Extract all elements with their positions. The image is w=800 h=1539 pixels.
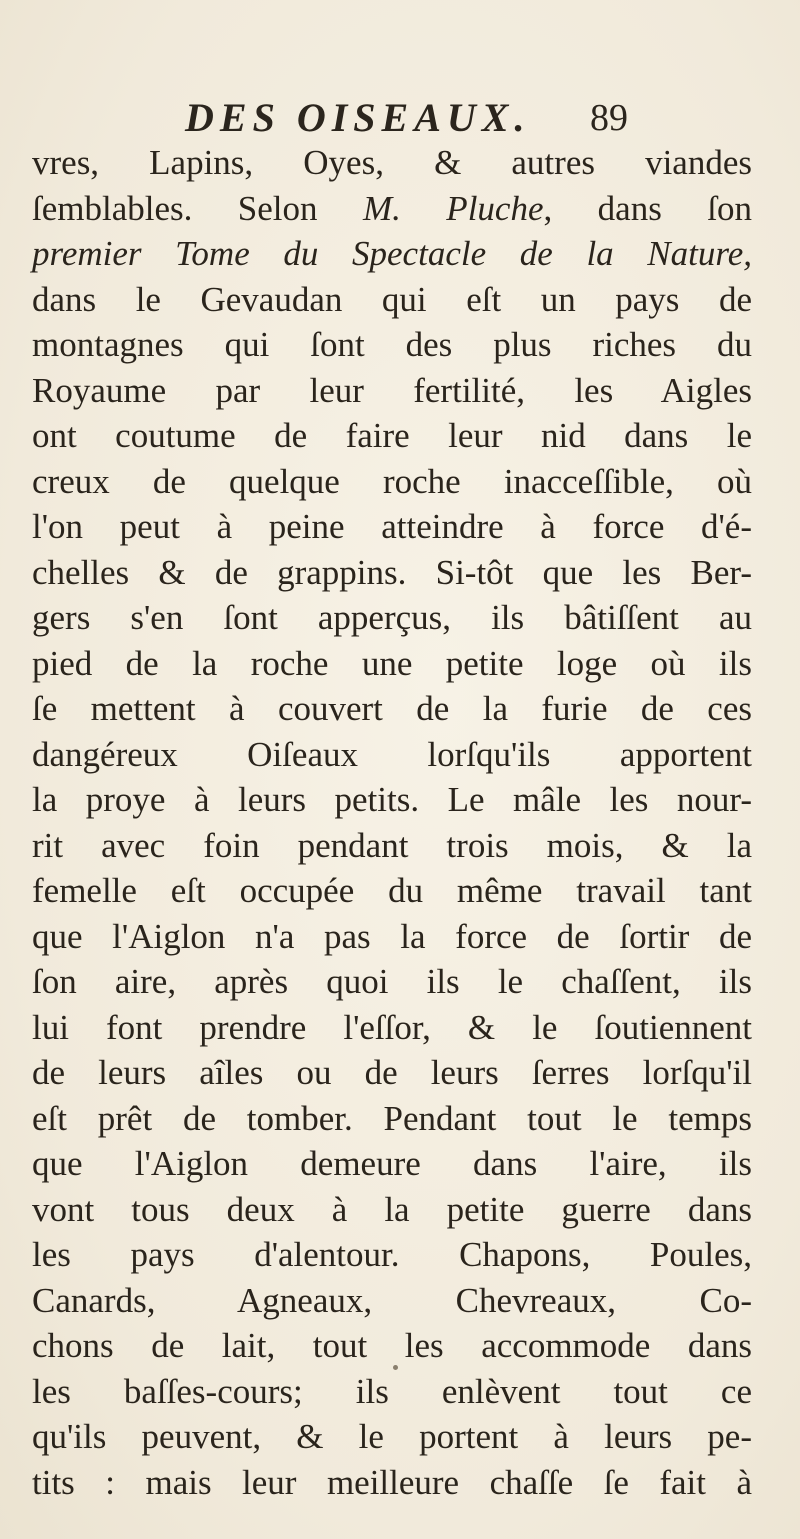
- text-line-28: les baſſes-cours; ils enlèvent tout ce: [32, 1371, 752, 1411]
- text-line-20: lui font prendre l'eſſor, & le ſoutiennent: [32, 1007, 752, 1047]
- text-line-11: gers s'en ſont apperçus, ils bâtiſſent au: [32, 598, 752, 637]
- text-line-10: chelles & de grappins. Si-tôt que les Ber-: [32, 552, 752, 592]
- text-line-25: les pays d'alentour. Chapons, Poules,: [32, 1235, 752, 1274]
- text-line-1: vres, Lapins, Oyes, & autres viandes: [32, 143, 752, 182]
- text-line-24: vont tous deux à la petite guerre dans: [32, 1189, 752, 1229]
- text-line-3: [32, 231, 752, 277]
- text-line-8: creux de quelque roche inacceſſible, où: [32, 461, 752, 501]
- text-line-27: chons de lait, tout les accommode dans: [32, 1326, 752, 1365]
- text-line-6: Royaume par leur fertilité, les Aigles: [32, 370, 752, 410]
- text-line-4: dans le Gevaudan qui eſt un pays de: [32, 279, 752, 319]
- book-title: premier Tome du Spectacle de la Nature: [32, 234, 744, 273]
- text-line-7: ont coutume de faire leur nid dans le: [32, 416, 752, 455]
- text-line-14: dangéreux Oiſeaux lorſqu'ils apportent: [32, 734, 752, 774]
- text-line-15: la proye à leurs petits. Le mâle les nour-: [32, 780, 752, 819]
- text-line-21: de leurs aîles ou de leurs ſerres lorſqu'il: [32, 1053, 752, 1092]
- body-text: [32, 140, 752, 1505]
- text-line-23: que l'Aiglon demeure dans l'aire, ils: [32, 1144, 752, 1183]
- ink-speck: [393, 1365, 398, 1370]
- text-line-13: ſe mettent à couvert de la furie de ces: [32, 689, 752, 728]
- page-number: 89: [590, 97, 628, 139]
- text-line-16: rit avec foin pendant trois mois, & la: [32, 825, 752, 865]
- text-line-2: [32, 186, 752, 232]
- author-name: M. Pluche: [362, 188, 544, 228]
- text-line-3-end: ,: [743, 234, 752, 273]
- text-line-17: femelle eſt occupée du même travail tant: [32, 871, 752, 910]
- page-header: [0, 96, 800, 140]
- text-line-30: tits : mais leur meilleure chaſſe ſe fait à: [32, 1462, 752, 1502]
- text-line-26: Canards, Agneaux, Chevreaux, Co-: [32, 1280, 752, 1320]
- text-line-2-start: ſemblables. Selon: [32, 188, 318, 228]
- text-line-18: que l'Aiglon n'a pas la force de ſortir de: [32, 916, 752, 956]
- text-line-9: l'on peut à peine atteindre à force d'é-: [32, 507, 752, 546]
- running-head: DES OISEAUX.: [185, 95, 531, 140]
- text-line-5: montagnes qui ſont des plus riches du: [32, 325, 752, 364]
- text-line-22: eſt prêt de tomber. Pendant tout le temps: [32, 1098, 752, 1138]
- text-line-29: qu'ils peuvent, & le portent à leurs pe-: [32, 1417, 752, 1456]
- text-line-2-end: , dans ſon: [543, 188, 752, 228]
- text-line-19: ſon aire, après quoi ils le chaſſent, ils: [32, 962, 752, 1001]
- text-line-12: pied de la roche une petite loge où ils: [32, 643, 752, 683]
